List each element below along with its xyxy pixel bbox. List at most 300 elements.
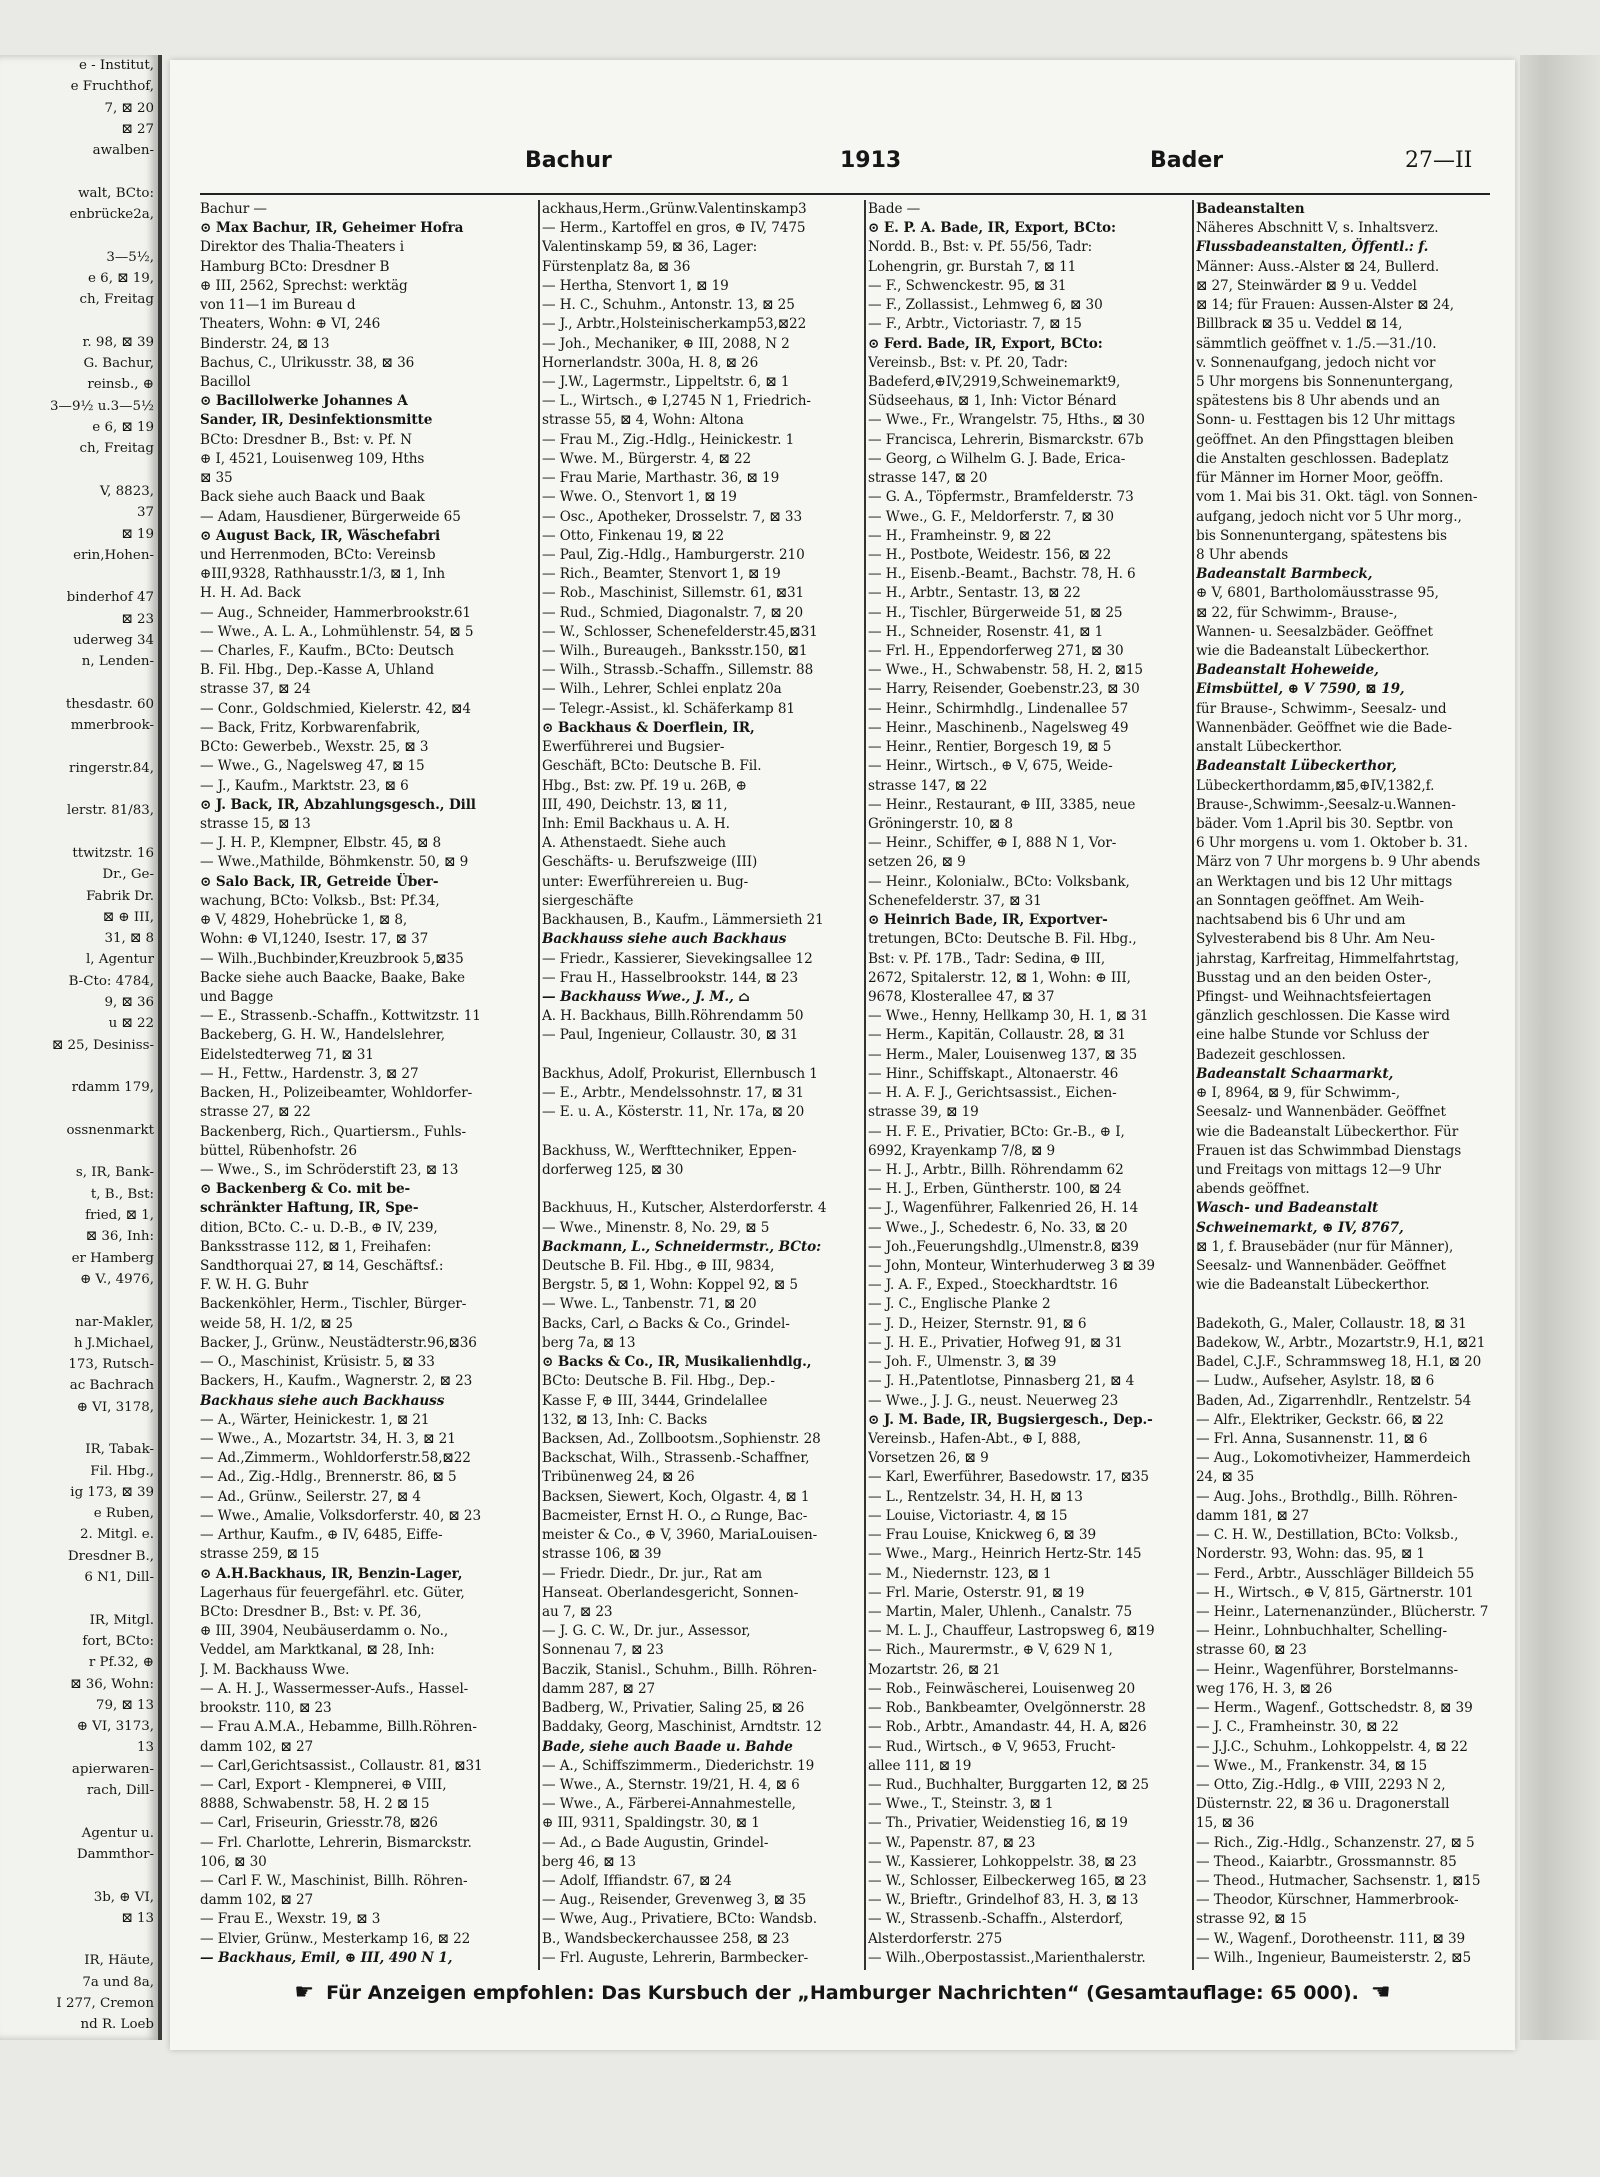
directory-entry-line: — Wwe., Amalie, Volksdorferstr. 40, ⊠ 23 — [200, 1507, 482, 1524]
fragment-line: walt, BCto: — [78, 185, 154, 201]
directory-entry-line: damm 102, ⊠ 27 — [200, 1738, 314, 1755]
directory-entry-line: — Heinr., Wirtsch., ⊕ V, 675, Weide- — [868, 758, 1113, 775]
directory-entry-line: — Elvier, Grünw., Mesterkamp 16, ⊠ 22 — [200, 1930, 471, 1947]
directory-entry-line: von 11—1 im Bureau d — [200, 297, 356, 314]
fragment-line: 7, ⊠ 20 — [104, 100, 154, 116]
directory-entry-line: Hamburg BCto: Dresdner B — [200, 258, 390, 275]
directory-entry-line: ⊙ August Back, IR, Wäschefabri — [200, 527, 441, 544]
fragment-line — [0, 673, 158, 694]
directory-entry-line — [542, 1046, 860, 1065]
directory-entry-line — [542, 1180, 860, 1199]
directory-entry-line: Badeanstalten — [1196, 201, 1305, 217]
directory-entry-line: ⊙ Backenberg & Co. mit be- — [200, 1181, 411, 1198]
directory-entry-line: — Rud., Wirtsch., ⊕ V, 9653, Frucht- — [868, 1738, 1116, 1755]
directory-entry-line: — Frau Marie, Marthastr. 36, ⊠ 19 — [542, 470, 780, 487]
directory-entry-line: — Wwe., A. L. A., Lohmühlenstr. 54, ⊠ 5 — [200, 623, 474, 640]
directory-entry-line: 9678, Klosterallee 47, ⊠ 37 — [868, 988, 1055, 1005]
directory-entry-line: Kasse F, ⊕ III, 3444, Grindelallee — [542, 1392, 768, 1409]
directory-entry-line: — J. H.,Patentlotse, Pinnasberg 21, ⊠ 4 — [868, 1373, 1135, 1390]
fragment-line: G. Bachur, — [83, 356, 154, 372]
directory-entry-line: Backsen, Ad., Zollbootsm.,Sophienstr. 28 — [542, 1431, 821, 1447]
directory-entry-line: — Frau A.M.A., Hebamme, Billh.Röhren- — [200, 1719, 477, 1736]
fragment-line: 2. Mitgl. e. — [80, 1527, 154, 1543]
directory-entry-line: gänzlich geschlossen. Die Kasse wird — [1196, 1008, 1450, 1025]
fragment-line — [0, 1588, 158, 1609]
fragment-line: ac Bachrach — [69, 1378, 154, 1394]
directory-entry-line: — Rich., Maurermstr., ⊕ V, 629 N 1, — [868, 1642, 1113, 1659]
directory-entry-line: damm 102, ⊠ 27 — [200, 1892, 314, 1909]
directory-entry-line: Backsen, Siewert, Koch, Olgastr. 4, ⊠ 1 — [542, 1488, 810, 1505]
directory-entry-line: 8888, Schwabenstr. 58, H. 2 ⊠ 15 — [200, 1796, 430, 1813]
fragment-line: enbrücke2a, — [69, 207, 154, 223]
fragment-line: 7a und 8a, — [82, 1974, 154, 1990]
directory-entry-line: — Wwe., T., Steinstr. 3, ⊠ 1 — [868, 1796, 1054, 1813]
directory-entry-line: siergeschäfte — [542, 892, 634, 909]
directory-entry-line: Wannen- u. Seesalzbäder. Geöffnet — [1196, 623, 1433, 640]
fragment-line: Dr., Ge- — [102, 867, 154, 883]
directory-entry-line: v. Sonnenaufgang, jedoch nicht vor — [1196, 354, 1436, 371]
directory-entry-line — [1196, 1968, 1496, 1970]
directory-entry-line: ⊙ Salo Back, IR, Getreide Über- — [200, 873, 439, 890]
fragment-line: 9, ⊠ 36 — [104, 995, 154, 1011]
directory-entry-line: jahrstag, Karfreitag, Himmelfahrtstag, — [1196, 950, 1460, 967]
directory-entry-line: — Herm., Wagenf., Gottschedstr. 8, ⊠ 39 — [1196, 1700, 1473, 1717]
directory-entry-line: 8 Uhr abends — [1196, 546, 1289, 563]
directory-entry-line: Backhaus siehe auch Backhauss — [200, 1392, 445, 1409]
directory-entry-line: — J. H. E., Privatier, Hofweg 91, ⊠ 31 — [868, 1334, 1123, 1351]
directory-entry-line: Südseehaus, ⊠ 1, Inh: Victor Bénard — [868, 393, 1117, 410]
directory-entry-line: — J. H. P., Klempner, Elbstr. 45, ⊠ 8 — [200, 835, 442, 852]
directory-entry-line: Banksstrasse 112, ⊠ 1, Freihafen: — [200, 1238, 432, 1255]
fragment-line — [0, 1290, 158, 1311]
fragment-line: ⊠ 36, Inh: — [85, 1229, 154, 1245]
directory-entry-line: geöffnet. An den Pfingsttagen bleiben — [1196, 431, 1454, 448]
directory-entry-line: — Wilh., Lehrer, Schlei enplatz 20a — [542, 681, 782, 698]
fragment-line: ⊠ 19 — [121, 526, 154, 542]
directory-entry-line: — W., Schlosser, Eilbeckerweg 165, ⊠ 23 — [868, 1873, 1147, 1890]
directory-entry-line: — J., Kaufm., Marktstr. 23, ⊠ 6 — [200, 777, 409, 794]
fragment-line: ossnenmarkt — [66, 1122, 154, 1138]
header-rule — [200, 193, 1490, 195]
directory-entry-line: — H., Arbtr., Sentastr. 13, ⊠ 22 — [868, 585, 1081, 602]
directory-entry-line: nachtsabend bis 6 Uhr und am — [1196, 912, 1406, 929]
directory-entry-line: — Conr., Goldschmied, Kielerstr. 42, ⊠4 — [200, 700, 471, 717]
directory-entry-line: Wasch- und Badeanstalt — [1196, 1200, 1379, 1217]
directory-entry-line: — M. L. J., Chauffeur, Lastropsweg 6, ⊠19 — [868, 1623, 1155, 1640]
directory-entry-line: ⊕ III, 2562, Sprechst: werktäg — [200, 277, 408, 294]
directory-entry-line: Bade, siehe auch Baade u. Bahde — [542, 1738, 793, 1755]
directory-entry-line: strasse 55, ⊠ 4, Wohn: Altona — [542, 412, 744, 429]
directory-entry-line: — Frau H., Hasselbrookstr. 144, ⊠ 23 — [542, 969, 799, 986]
directory-entry-line: — E., Strassenb.-Schaffn., Kottwitzstr. 11 — [200, 1008, 481, 1025]
pointing-hand-icon: ☚ — [1370, 1980, 1391, 2005]
directory-entry-line: Näheres Abschnitt V, s. Inhaltsverz. — [1196, 220, 1439, 237]
directory-entry-line: — W., Papenstr. 87, ⊠ 23 — [868, 1834, 1036, 1851]
directory-entry-line: — Joh., Mechaniker, ⊕ III, 2088, N 2 — [542, 335, 790, 352]
directory-entry-line: Seesalz- und Wannenbäder. Geöffnet — [1196, 1258, 1446, 1275]
directory-entry-line: Lübeckerthordamm,⊠5,⊕IV,1382,f. — [1196, 777, 1435, 794]
directory-entry-line: strasse 147, ⊠ 22 — [868, 777, 988, 794]
directory-page — [170, 60, 1515, 2050]
fragment-line: binderhof 47 — [66, 590, 154, 606]
directory-entry-line: — H. C., Schuhm., Antonstr. 13, ⊠ 25 — [542, 297, 795, 314]
directory-entry-line: — Ferd., Arbtr., Ausschläger Billdeich 55 — [1196, 1565, 1475, 1582]
directory-entry-line: Schweinemarkt, ⊕ IV, 8767, — [1196, 1219, 1404, 1236]
directory-entry-line: Badeferd,⊕IV,2919,Schweinemarkt9, — [868, 373, 1121, 390]
directory-entry-line: an Werktagen und bis 12 Uhr mittags — [1196, 873, 1453, 890]
directory-entry-line: wachung, BCto: Volksb., Bst: Pf.34, — [200, 892, 440, 909]
directory-entry-line: aufgang, jedoch nicht vor 5 Uhr morg., — [1196, 508, 1462, 525]
directory-entry-line: Backschat, Wilh., Strassenb.-Schaffner, — [542, 1450, 810, 1467]
directory-entry-line: Deutsche B. Fil. Hbg., ⊕ III, 9834, — [542, 1258, 775, 1275]
directory-entry-line: Badeanstalt Lübeckerthor, — [1196, 758, 1397, 775]
directory-entry-line: — L., Rentzelstr. 34, H. H, ⊠ 13 — [868, 1488, 1083, 1505]
directory-entry-line: — Wwe., Fr., Wrangelstr. 75, Hths., ⊠ 30 — [868, 412, 1145, 429]
directory-entry-line: — Herm., Kartoffel en gros, ⊕ IV, 7475 — [542, 220, 806, 237]
directory-entry-line: Vorsetzen 26, ⊠ 9 — [868, 1450, 989, 1467]
fragment-line: ⊠ 13 — [121, 1910, 154, 1926]
directory-entry-line: — W., Kassierer, Lohkoppelstr. 38, ⊠ 23 — [868, 1853, 1137, 1870]
directory-entry-line: — O., Maschinist, Krüsistr. 5, ⊠ 33 — [200, 1354, 435, 1371]
directory-entry-line: — H., Schneider, Rosenstr. 41, ⊠ 1 — [868, 623, 1104, 640]
directory-entry-line: ⊠ 27, Steinwärder ⊠ 9 u. Veddel — [1196, 277, 1417, 294]
directory-entry-line: Pfingst- und Weihnachtsfeiertagen — [1196, 988, 1432, 1005]
directory-entry-line: Düsternstr. 22, ⊠ 36 u. Dragonerstall — [1196, 1796, 1450, 1813]
directory-entry-line: — W., Wagenf., Dorotheenstr. 111, ⊠ 39 — [1196, 1930, 1466, 1947]
directory-entry-line: — Rich., Zig.-Hdlg., Schanzenstr. 27, ⊠ 5 — [1196, 1834, 1475, 1851]
directory-entry-line: wie die Badeanstalt Lübeckerthor. — [1196, 643, 1430, 660]
directory-entry-line: Bachur — — [200, 201, 267, 217]
directory-entry-line: Gröningerstr. 10, ⊠ 8 — [868, 816, 1013, 832]
directory-entry-line: — Carl, Export - Klempnerei, ⊕ VIII, — [200, 1776, 447, 1793]
directory-entry-line: — Rob., Feinwäscherei, Louisenweg 20 — [868, 1680, 1135, 1697]
directory-entry-line: — Frau E., Wexstr. 19, ⊠ 3 — [200, 1911, 381, 1928]
fragment-line: ch, Freitag — [79, 441, 154, 457]
directory-entry-line: Badezeit geschlossen. — [1196, 1046, 1346, 1063]
directory-entry-line: — J. C., Englische Planke 2 — [868, 1296, 1051, 1313]
directory-entry-line: weg 176, H. 3, ⊠ 26 — [1196, 1680, 1333, 1697]
directory-entry-line: — Wilh.,Buchbinder,Kreuzbrook 5,⊠35 — [200, 950, 464, 967]
fragment-line: ⊠ 27 — [121, 121, 154, 137]
fragment-line: ch, Freitag — [79, 292, 154, 308]
fragment-line — [0, 822, 158, 843]
fragment-line: n, Lenden- — [81, 654, 154, 670]
directory-entry-line: — Georg, ⌂ Wilhelm G. J. Bade, Erica- — [868, 450, 1126, 467]
directory-entry-line: — Wwe. O., Stenvort 1, ⊠ 19 — [542, 489, 737, 506]
directory-entry-line: — Arthur, Kaufm., ⊕ IV, 6485, Eiffe- — [200, 1527, 443, 1544]
directory-entry-line: — Frau M., Zig.-Hdlg., Heinickestr. 1 — [542, 431, 795, 448]
header-year: 1913 — [840, 148, 902, 173]
directory-entry-line: tretungen, BCto: Deutsche B. Fil. Hbg., — [868, 931, 1137, 948]
directory-entry-line: die Anstalten geschlossen. Badeplatz — [1196, 450, 1449, 467]
directory-entry-line: — Wilh., Ingenieur, Baumeisterstr. 2, ⊠5 — [1196, 1949, 1472, 1966]
fragment-line — [0, 1141, 158, 1162]
fragment-line: 79, ⊠ 13 — [95, 1697, 154, 1713]
directory-entry-line: — Wwe. L., Tanbenstr. 71, ⊠ 20 — [542, 1296, 757, 1313]
directory-entry-line: — Theod., Kaiarbtr., Grossmannstr. 85 — [1196, 1853, 1457, 1870]
directory-entry-line: — Martin, Maler, Uhlenh., Canalstr. 75 — [868, 1603, 1133, 1620]
directory-entry-line: Inh: Emil Backhaus u. A. H. — [542, 816, 730, 832]
fragment-line: r Pf.32, ⊕ — [88, 1655, 154, 1671]
directory-entry-line: H. H. Ad. Back — [200, 585, 301, 602]
fragment-line: ⊕ V., 4976, — [80, 1271, 154, 1287]
directory-entry-line: 2672, Spitalerstr. 12, ⊠ 1, Wohn: ⊕ III, — [868, 969, 1131, 986]
directory-entry-line: — Frl. Auguste, Lehrerin, Barmbecker- — [542, 1949, 809, 1966]
directory-entry-line: Backer, J., Grünw., Neustädterstr.96,⊠36 — [200, 1334, 477, 1351]
directory-entry-line: ⊕III,9328, Rathhausstr.1/3, ⊠ 1, Inh — [200, 566, 446, 583]
directory-entry-line: — Heinr., Restaurant, ⊕ III, 3385, neue — [868, 796, 1136, 813]
directory-entry-line: — Herm., Maler, Louisenweg 137, ⊠ 35 — [868, 1046, 1138, 1063]
directory-entry-line: — Carl, Friseurin, Griesstr.78, ⊠26 — [200, 1815, 438, 1832]
directory-entry-line: Seesalz- und Wannenbäder. Geöffnet — [1196, 1104, 1446, 1121]
directory-entry-line: — J. A. F., Exped., Stoeckhardtstr. 16 — [868, 1277, 1118, 1294]
directory-entry-line: meister & Co., ⊕ V, 3960, MariaLouisen- — [542, 1527, 818, 1544]
directory-entry-line: BCto: Dresdner B., Bst: v. Pf. 36, — [200, 1603, 422, 1620]
directory-entry-line: — H. F. E., Privatier, BCto: Gr.-B., ⊕ I, — [868, 1123, 1125, 1140]
directory-entry-line: Baczik, Stanisl., Schuhm., Billh. Röhren- — [542, 1661, 817, 1678]
directory-entry-line: — Frl. H., Eppendorferweg 271, ⊠ 30 — [868, 643, 1124, 660]
directory-entry-line: wie die Badeanstalt Lübeckerthor. Für — [1196, 1123, 1459, 1140]
directory-entry-line: ⊠ 14; für Frauen: Aussen-Alster ⊠ 24, — [1196, 297, 1455, 314]
fragment-line — [0, 161, 158, 182]
directory-entry-line: — Osc., Apotheker, Drosselstr. 7, ⊠ 33 — [542, 508, 803, 525]
directory-entry-line: wie die Badeanstalt Lübeckerthor. — [1196, 1277, 1430, 1294]
fragment-line: l, Agentur — [86, 952, 154, 968]
directory-entry-line: an Sonntagen geöffnet. Am Weih- — [1196, 892, 1425, 909]
directory-entry-line: Frauen ist das Schwimmbad Dienstags — [1196, 1142, 1462, 1159]
directory-entry-line: Schenefelderstr. 37, ⊠ 31 — [868, 892, 1042, 909]
directory-entry-line: BCto: Deutsche B. Fil. Hbg., Dep.- — [542, 1373, 775, 1390]
directory-entry-line: Bachus, C., Ulrikusstr. 38, ⊠ 36 — [200, 354, 415, 371]
fragment-line: V, 8823, — [99, 483, 154, 499]
fragment-line: e - Institut, — [78, 58, 154, 73]
header-left-catchword: Bachur — [525, 148, 612, 173]
directory-entry-line: — J., Arbtr.,Holsteinischerkamp53,⊠22 — [542, 316, 807, 333]
directory-entry-line — [1196, 1295, 1496, 1314]
directory-entry-line: — Heinr., Schiffer, ⊕ I, 888 N 1, Vor- — [868, 835, 1117, 852]
directory-entry-line: — Wwe., A., Färberei-Annahmestelle, — [542, 1796, 796, 1813]
directory-entry-line: Ewerführerei und Bugsier- — [542, 739, 725, 756]
directory-entry-line: — F., Schwenckestr. 95, ⊠ 31 — [868, 277, 1067, 294]
fragment-line: thesdastr. 60 — [65, 696, 154, 712]
directory-entry-line: — Hertha, Stenvort 1, ⊠ 19 — [542, 277, 729, 294]
fragment-line: rach, Dill- — [86, 1783, 154, 1799]
footer-text: Für Anzeigen empfohlen: Das Kursbuch der „Hamburger Nachrichten“ (Gesamtauflage: 65 000). — [326, 1982, 1359, 2004]
directory-entry-line: Backhuus, H., Kutscher, Alsterdorferstr. 4 — [542, 1200, 827, 1217]
directory-entry-line: — Wwe., Minenstr. 8, No. 29, ⊠ 5 — [542, 1219, 770, 1236]
pointing-hand-icon: ☛ — [294, 1980, 315, 2005]
directory-entry-line: — Rich., Beamter, Stenvort 1, ⊠ 19 — [542, 566, 781, 583]
fragment-line: e Fruchthof, — [70, 79, 154, 95]
fragment-line — [0, 1865, 158, 1886]
fragment-line: e 6, ⊠ 19, — [88, 270, 154, 286]
column-2 — [542, 200, 860, 1970]
directory-entry-line: 5 Uhr morgens bis Sonnenuntergang, — [1196, 373, 1454, 390]
directory-entry-line: Lagerhaus für feuergefährl. etc. Güter, — [200, 1584, 465, 1601]
directory-entry-line — [200, 1968, 530, 1970]
fragment-line — [0, 225, 158, 246]
directory-entry-line: BCto: Dresdner B., Bst: v. Pf. N — [200, 431, 412, 448]
directory-entry-line: Eidelstedterweg 71, ⊠ 31 — [200, 1046, 374, 1063]
directory-entry-line: ⊕ V, 4829, Hohebrücke 1, ⊠ 8, — [200, 912, 408, 929]
directory-entry-line: Backeberg, G. H. W., Handelslehrer, — [200, 1027, 445, 1044]
directory-entry-line: Norderstr. 93, Wohn: das. 95, ⊠ 1 — [1196, 1546, 1425, 1563]
fragment-line: erin,Hohen- — [73, 547, 154, 563]
directory-entry-line: ⊙ Ferd. Bade, IR, Export, BCto: — [868, 335, 1103, 352]
fragment-line: IR, Häute, — [84, 1953, 154, 1969]
directory-entry-line: ⊕ III, 3904, Neubäuserdamm o. No., — [200, 1623, 449, 1640]
directory-entry-line: dition, BCto. C.- u. D.-B., ⊕ IV, 239, — [200, 1219, 438, 1236]
directory-entry-line: Busstag und an den beiden Oster-, — [1196, 969, 1432, 986]
fragment-line: er Hamberg — [71, 1250, 154, 1266]
directory-entry-line: Wohn: ⊕ VI,1240, Isestr. 17, ⊠ 37 — [200, 931, 429, 948]
fragment-line: Dresdner B., — [67, 1548, 154, 1564]
directory-entry-line: — E., Arbtr., Mendelssohnstr. 17, ⊠ 31 — [542, 1085, 804, 1102]
directory-entry-line: — Hinr., Schiffskapt., Altonaerstr. 46 — [868, 1065, 1119, 1082]
directory-entry-line: — Friedr. Diedr., Dr. jur., Rat am — [542, 1565, 763, 1582]
directory-entry-line: — Wwe., A., Mozartstr. 34, H. 3, ⊠ 21 — [200, 1431, 456, 1447]
directory-entry-line: strasse 37, ⊠ 24 — [200, 681, 311, 698]
fragment-line: IR, Mitgl. — [89, 1612, 154, 1628]
directory-entry-line: — Aug., Lokomotivheizer, Hammerdeich — [1196, 1450, 1471, 1467]
directory-entry-line: III, 490, Deichstr. 13, ⊠ 11, — [542, 796, 728, 813]
directory-entry-line: Sonn- u. Festtagen bis 12 Uhr mittags — [1196, 412, 1456, 429]
directory-entry-line: — Aug., Reisender, Grevenweg 3, ⊠ 35 — [542, 1892, 807, 1909]
directory-entry-line: Bst: v. Pf. 17B., Tadr: Sedina, ⊕ III, — [868, 950, 1106, 967]
directory-entry-line: — Rob., Arbtr., Amandastr. 44, H. A, ⊠26 — [868, 1719, 1147, 1736]
directory-entry-line: — A. H. J., Wassermesser-Aufs., Hassel- — [200, 1680, 469, 1697]
directory-entry-line: Badekow, W., Arbtr., Mozartstr.9, H.1, ⊠21 — [1196, 1334, 1486, 1351]
directory-entry-line: eine halbe Stunde vor Schluss der — [1196, 1027, 1429, 1044]
directory-entry-line: Backmann, L., Schneidermstr., BCto: — [542, 1238, 822, 1255]
directory-entry-line: — Paul, Ingenieur, Collaustr. 30, ⊠ 31 — [542, 1027, 799, 1044]
page-edge — [1520, 55, 1600, 2040]
directory-entry-line: Backhauss siehe auch Backhaus — [542, 931, 787, 948]
fragment-line: t, B., Bst: — [90, 1186, 154, 1202]
directory-entry-line: Theaters, Wohn: ⊕ VI, 246 — [200, 316, 381, 333]
directory-entry-line: strasse 39, ⊠ 19 — [868, 1104, 979, 1121]
directory-entry-line: — Joh.,Feuerungshdlg.,Ulmenstr.8, ⊠39 — [868, 1238, 1139, 1255]
directory-entry-line: — Carl F. W., Maschinist, Billh. Röhren- — [200, 1873, 468, 1890]
directory-entry-line: — Rob., Bankbeamter, Ovelgönnerstr. 28 — [868, 1700, 1146, 1717]
directory-entry-line: B., Wandsbeckerchaussee 258, ⊠ 23 — [542, 1930, 790, 1947]
directory-entry-line: — Aug., Schneider, Hammerbrookstr.61 — [200, 604, 471, 621]
directory-entry-line: — J. D., Heizer, Sternstr. 91, ⊠ 6 — [868, 1315, 1087, 1332]
directory-entry-line: Backs, Carl, ⌂ Backs & Co., Grindel- — [542, 1315, 790, 1332]
directory-entry-line: Hbg., Bst: zw. Pf. 19 u. 26B, ⊕ — [542, 777, 747, 794]
fragment-line: I 277, Cremon — [56, 1996, 154, 2012]
directory-entry-line: — Backhaus, Emil, ⊕ III, 490 N 1, — [200, 1949, 453, 1966]
directory-entry-line: — Wwe.,Mathilde, Böhmkenstr. 50, ⊠ 9 — [200, 854, 469, 871]
directory-entry-line: Alsterdorferstr. 275 — [868, 1930, 1003, 1947]
fragment-line: B-Cto: 4784, — [68, 973, 154, 989]
directory-entry-line: — E. u. A., Kösterstr. 11, Nr. 17a, ⊠ 20 — [542, 1104, 805, 1121]
directory-entry-line: — H., Wirtsch., ⊕ V, 815, Gärtnerstr. 101 — [1196, 1584, 1474, 1601]
directory-entry-line: und Herrenmoden, BCto: Vereinsb — [200, 546, 436, 563]
directory-entry-line: — Otto, Zig.-Hdlg., ⊕ VIII, 2293 N 2, — [1196, 1776, 1446, 1793]
directory-entry-line: — Heinr., Wagenführer, Borstelmanns- — [1196, 1661, 1458, 1678]
directory-entry-line: Back siehe auch Baack und Baak — [200, 489, 425, 506]
fragment-line: awalben- — [92, 143, 154, 159]
fragment-line: Fabrik Dr. — [86, 888, 154, 904]
directory-entry-line: — H. J., Arbtr., Billh. Röhrendamm 62 — [868, 1161, 1124, 1178]
fragment-line: e Ruben, — [93, 1506, 154, 1522]
directory-entry-line: berg 46, ⊠ 13 — [542, 1853, 636, 1870]
fragment-line: ⊠ ⊕ III, — [102, 909, 154, 925]
directory-entry-line: berg 7a, ⊠ 13 — [542, 1334, 636, 1351]
fragment-line — [0, 779, 158, 800]
directory-entry-line: — Harry, Reisender, Goebenstr.23, ⊠ 30 — [868, 681, 1140, 698]
left-page-fragment — [0, 55, 162, 2040]
fragment-line: reinsb., ⊕ — [87, 377, 154, 393]
directory-entry-line: ⊠ 22, für Schwimm-, Brause-, — [1196, 604, 1398, 621]
column-divider — [538, 200, 540, 1970]
directory-entry-line: Sylvesterabend bis 8 Uhr. Am Neu- — [1196, 931, 1435, 948]
directory-entry-line: Hornerlandstr. 300a, H. 8, ⊠ 26 — [542, 354, 759, 371]
column-divider — [1192, 200, 1194, 1970]
directory-entry-line: — Aug. Johs., Brothdlg., Billh. Röhren- — [1196, 1488, 1458, 1505]
directory-entry-line: Sonnenau 7, ⊠ 23 — [542, 1642, 664, 1659]
directory-entry-line: Wannenbäder. Geöffnet wie die Bade- — [1196, 719, 1452, 736]
directory-entry-line: — Telegr.-Assist., kl. Schäferkamp 81 — [542, 700, 795, 717]
directory-entry-line: Backe siehe auch Baacke, Baake, Bake — [200, 969, 465, 986]
directory-entry-line: Hanseat. Oberlandesgericht, Sonnen- — [542, 1584, 799, 1601]
directory-entry-line: strasse 259, ⊠ 15 — [200, 1546, 320, 1563]
directory-entry-line: — M., Niedernstr. 123, ⊠ 1 — [868, 1565, 1052, 1582]
fragment-line: lerstr. 81/83, — [66, 803, 154, 819]
directory-entry-line: Backhus, Adolf, Prokurist, Ellernbusch 1 — [542, 1065, 818, 1082]
fragment-line: 173, Rutsch- — [68, 1357, 154, 1373]
fragment-line: Agentur u. — [81, 1825, 154, 1841]
directory-entry-line: — Frl. Anna, Susannenstr. 11, ⊠ 6 — [1196, 1431, 1428, 1447]
directory-entry-line: — John, Monteur, Winterhuderweg 3 ⊠ 39 — [868, 1258, 1155, 1275]
page-number: 27—II — [1405, 148, 1473, 173]
directory-entry-line: — Carl,Gerichtsassist., Collaustr. 81, ⊠31 — [200, 1757, 483, 1774]
directory-entry-line: weide 58, H. 1/2, ⊠ 25 — [200, 1315, 353, 1332]
directory-entry-line: — Frl. Charlotte, Lehrerin, Bismarckstr. — [200, 1834, 472, 1851]
directory-entry-line: — J., Wagenführer, Falkenried 26, H. 14 — [868, 1200, 1139, 1217]
directory-entry-line: — Heinr., Lohnbuchhalter, Schelling- — [1196, 1623, 1448, 1640]
fragment-line — [0, 1801, 158, 1822]
directory-entry-line: — Friedr., Kassierer, Sievekingsallee 12 — [542, 950, 813, 967]
directory-entry-line: Brause-,Schwimm-,Seesalz-u.Wannen- — [1196, 796, 1456, 813]
directory-entry-line: März von 7 Uhr morgens b. 9 Uhr abends — [1196, 854, 1481, 871]
directory-entry-line: — H., Postbote, Weidestr. 156, ⊠ 22 — [868, 546, 1112, 563]
directory-entry-line: Valentinskamp 59, ⊠ 36, Lager: — [542, 239, 758, 256]
directory-entry-line: strasse 15, ⊠ 13 — [200, 816, 311, 832]
directory-entry-line: 6 Uhr morgens u. vom 1. Oktober b. 31. — [1196, 835, 1468, 852]
directory-entry-line: — Ad., ⌂ Bade Augustin, Grindel- — [542, 1834, 769, 1851]
directory-entry-line: Billbrack ⊠ 35 u. Veddel ⊠ 14, — [1196, 316, 1403, 333]
fragment-line: 6 N1, Dill- — [84, 1570, 154, 1586]
directory-entry-line: Baden, Ad., Zigarrenhdlr., Rentzelstr. 54 — [1196, 1392, 1472, 1409]
directory-entry-line: Bacillol — [200, 373, 251, 390]
directory-entry-line: Sandthorquai 27, ⊠ 14, Geschäftsf.: — [200, 1258, 444, 1275]
directory-entry-line: Eimsbüttel, ⊕ V 7590, ⊠ 19, — [1196, 681, 1405, 698]
directory-entry-line: — Wwe. M., Bürgerstr. 4, ⊠ 22 — [542, 450, 752, 467]
fragment-line: 37 — [136, 505, 154, 521]
directory-entry-line: — Heinr., Rentier, Borgesch 19, ⊠ 5 — [868, 739, 1112, 756]
directory-entry-line: Badberg, W., Privatier, Saling 25, ⊠ 26 — [542, 1700, 805, 1717]
directory-entry-line: — Wwe., J., Schedestr. 6, No. 33, ⊠ 20 — [868, 1219, 1128, 1236]
fragment-line: ⊕ VI, 3173, — [76, 1719, 154, 1735]
directory-entry-line: — Adolf, Iffiandstr. 67, ⊠ 24 — [542, 1873, 732, 1890]
directory-entry-line: J. M. Backhauss Wwe. — [200, 1661, 350, 1678]
fragment-line: ringerstr.84, — [69, 760, 154, 776]
directory-entry-line: — H., Fettw., Hardenstr. 3, ⊠ 27 — [200, 1065, 419, 1082]
fragment-line: nar-Makler, — [75, 1314, 154, 1330]
fragment-line: ig 173, ⊠ 39 — [70, 1484, 154, 1500]
